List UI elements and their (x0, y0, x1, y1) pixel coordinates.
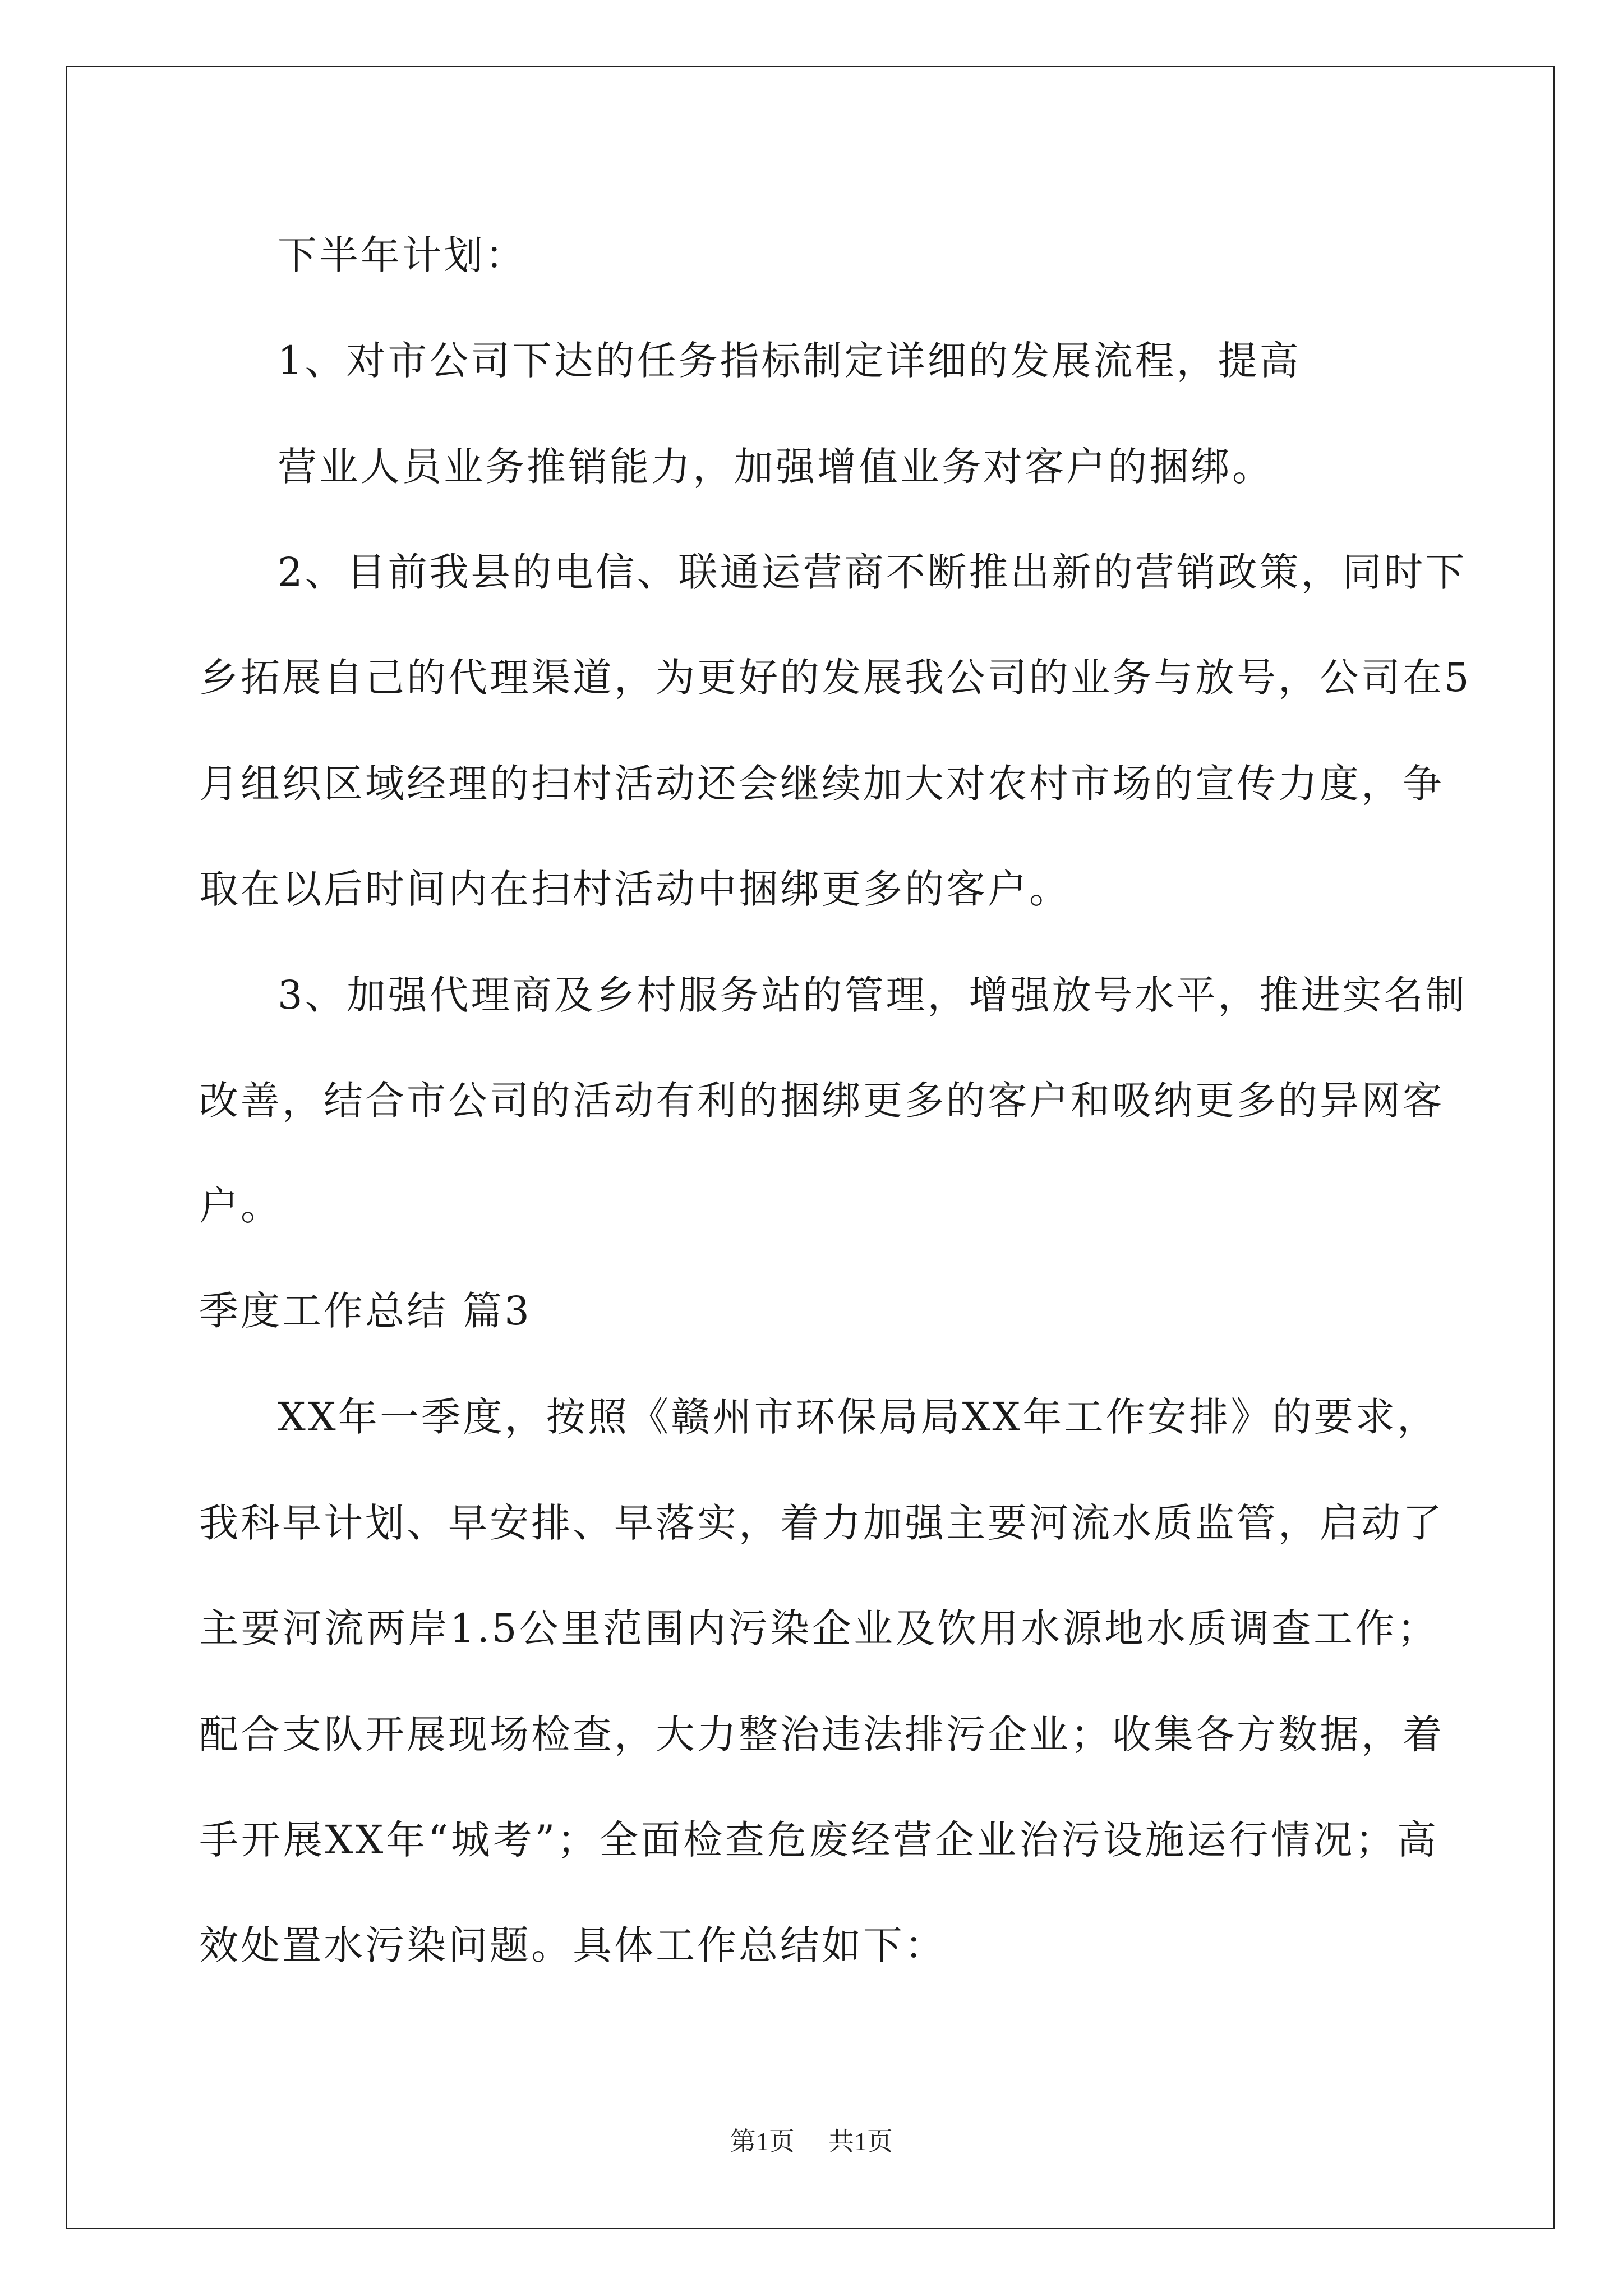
paragraph-line: 户。 (199, 1183, 282, 1229)
paragraph-line: 取在以后时间内在扫村活动中捆绑更多的客户。 (199, 866, 1071, 912)
paragraph-line: 月组织区域经理的扫村活动还会继续加大对农村市场的宣传力度，争 (199, 761, 1444, 807)
plan-heading: 下半年计划： (278, 232, 527, 278)
paragraph-line: 主要河流两岸1.5公里范围内污染企业及饮用水源地水质调查工作； (199, 1605, 1438, 1651)
section-heading: 季度工作总结 篇3 (199, 1288, 532, 1334)
page-total: 共1页 (828, 2127, 893, 2156)
paragraph-line: XX年一季度，按照《赣州市环保局局XX年工作安排》的要求， (278, 1394, 1438, 1440)
page-number: 第1页 (730, 2127, 795, 2156)
paragraph-line: 3、加强代理商及乡村服务站的管理，增强放号水平，推进实名制 (278, 972, 1467, 1018)
paragraph-line: 2、目前我县的电信、联通运营商不断推出新的营销政策，同时下 (278, 549, 1467, 595)
page-footer (0, 2129, 1623, 2155)
paragraph-line: 营业人员业务推销能力，加强增值业务对客户的捆绑。 (278, 444, 1274, 490)
paragraph-line: 改善，结合市公司的活动有利的捆绑更多的客户和吸纳更多的异网客 (199, 1078, 1444, 1124)
paragraph-line: 配合支队开展现场检查，大力整治违法排污企业；收集各方数据，着 (199, 1711, 1444, 1757)
paragraph-line: 乡拓展自己的代理渠道，为更好的发展我公司的业务与放号，公司在5 (199, 655, 1472, 701)
paragraph-line: 1、对市公司下达的任务指标制定详细的发展流程，提高 (278, 338, 1301, 384)
paragraph-line: 效处置水污染问题。具体工作总结如下： (199, 1922, 946, 1968)
paragraph-line: 我科早计划、早安排、早落实，着力加强主要河流水质监管，启动了 (199, 1500, 1444, 1546)
paragraph-line: 手开展XX年“城考”；全面检查危废经营企业治污设施运行情况；高 (199, 1817, 1438, 1863)
page-border (66, 66, 1555, 2229)
